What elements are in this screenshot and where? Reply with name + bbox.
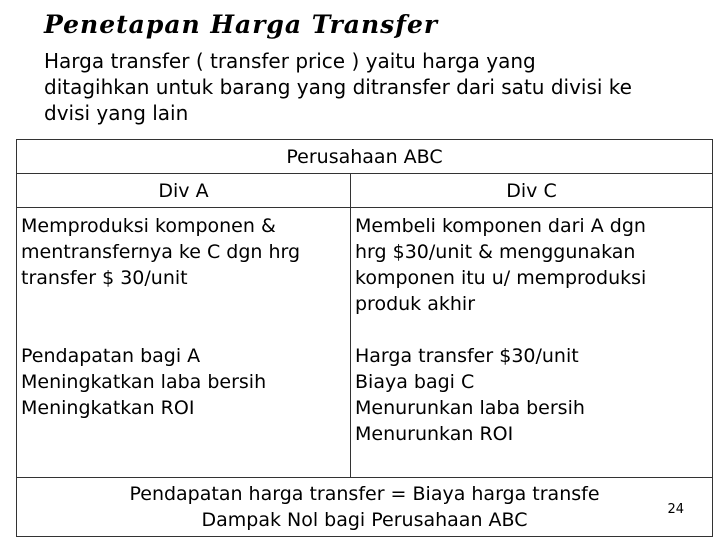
div-c-activity-line: komponen itu u/ memproduksi [355, 267, 647, 289]
table-footer [17, 478, 713, 537]
div-c-effect-line: Harga transfer $30/unit [355, 345, 579, 367]
div-a-activity-line: Memproduksi komponen & [21, 215, 276, 237]
div-c-effect-line: Biaya bagi C [355, 371, 475, 393]
div-c-cell [351, 208, 713, 478]
div-a-effect-line: Meningkatkan ROI [21, 397, 195, 419]
div-c-effect-line: Menurunkan ROI [355, 423, 514, 445]
div-a-effect-line: Meningkatkan laba bersih [21, 371, 267, 393]
slide-title: Penetapan Harga Transfer [44, 10, 439, 39]
div-a-effect-line: Pendapatan bagi A [21, 345, 201, 367]
column-header-div-c: Div C [351, 174, 713, 208]
transfer-price-table [16, 139, 713, 537]
div-a-activity-line: transfer $ 30/unit [21, 267, 188, 289]
div-c-activity-line: produk akhir [355, 293, 476, 315]
footer-line: Dampak Nol bagi Perusahaan ABC [201, 509, 528, 531]
div-c-effect-line: Menurunkan laba bersih [355, 397, 585, 419]
column-header-div-a: Div A [17, 174, 351, 208]
div-c-activity-line: hrg $30/unit & menggunakan [355, 241, 636, 263]
div-c-activity-line: Membeli komponen dari A dgn [355, 215, 646, 237]
company-header: Perusahaan ABC [17, 140, 713, 174]
div-a-activity-line: mentransfernya ke C dgn hrg [21, 241, 301, 263]
footer-line: Pendapatan harga transfer = Biaya harga transfe [129, 483, 600, 505]
div-a-cell [17, 208, 351, 478]
page-number: 24 [667, 502, 684, 517]
slide-description: Harga transfer ( transfer price ) yaitu harga yang ditagihkan untuk barang yang ditransfer dari satu divisi ke dvisi yang lain [44, 49, 632, 125]
